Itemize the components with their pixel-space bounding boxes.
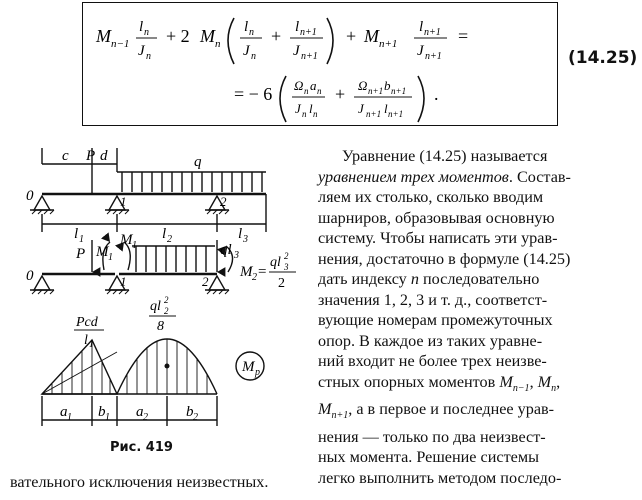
eq-f4-den: J (417, 43, 424, 59)
text-line-6: нения, достаточно в формуле (14.25) (318, 249, 571, 268)
text-M-prev-sub: n−1 (512, 382, 530, 394)
label-M2-num-sup: 2 (284, 251, 289, 261)
figure-caption: Рис. 419 (110, 440, 173, 455)
text-n-index: n (410, 270, 419, 288)
text-line-5: систему. Чтобы написать эти урав- (318, 229, 558, 247)
label-l2-sub: 2 (167, 234, 172, 245)
eq-f2-num: l (244, 19, 249, 35)
label-d: d (100, 148, 108, 164)
label-a2: a (136, 404, 144, 420)
label-M2-den: 2 (278, 276, 285, 291)
text-line-13 (318, 399, 640, 427)
eq-g1-den-sub: n (302, 109, 307, 119)
eq-f1-num-sub: n (144, 27, 149, 38)
label-P-mid: P (76, 246, 86, 262)
label-1-mid: 1 (120, 274, 127, 289)
eq-paren-left (228, 18, 234, 64)
eq-f2-den-sub: n (251, 51, 256, 62)
eq-paren-right (327, 18, 333, 64)
label-a2-sub: 2 (143, 412, 148, 423)
label-2-mid: 2 (202, 274, 209, 289)
body-text (318, 146, 640, 488)
text-line-11: ний входит не более трех неизве- (318, 352, 547, 370)
text-line-1: Уравнение (14.25) называется (342, 147, 548, 165)
label-l2: l (162, 226, 167, 242)
eq-M-next-sub: n+1 (379, 38, 398, 50)
eq-g2-num: Ω (358, 78, 368, 93)
eq-g2-num-b-sub: n+1 (391, 86, 407, 96)
eq2-paren-left (280, 76, 286, 122)
label-0-mid: 0 (26, 268, 34, 284)
beam-figure (4, 144, 309, 474)
eq-g2-num-b: b (384, 78, 391, 93)
moment-triangle-diag (42, 352, 117, 394)
q-load-arrows-mid (136, 246, 206, 272)
body-text-tail: вательного исключения неизвестных. (10, 473, 269, 491)
label-M1-right: M (120, 232, 133, 248)
equation-svg (82, 2, 558, 126)
text-line-9: вующие номерам промежуточных (318, 311, 553, 329)
label-M2-num-sub: 3 (284, 262, 289, 272)
text-line-15: ных момента. Решение системы (318, 448, 539, 467)
label-Mp: M (242, 359, 255, 375)
eq-g1-den: J (295, 101, 301, 116)
eq-f3-den-sub: n+1 (301, 51, 318, 62)
label-M1-left-sub: 1 (108, 252, 113, 263)
eq2-paren-right (418, 76, 424, 122)
eq-M-n: M (200, 26, 215, 46)
label-2-top: 2 (220, 194, 227, 209)
label-pcd-den: l (84, 333, 88, 348)
text-italic-phrase: уравнением трех моментов (318, 167, 509, 186)
label-M1-right-sub: 1 (132, 240, 137, 251)
text-line-2: уравнением трех моментов. Состав- (318, 167, 571, 186)
eq-M-prev-sub: n−1 (111, 38, 130, 50)
eq-equals: = (458, 26, 469, 46)
eq-f4-num: l (419, 19, 424, 35)
support-2-mid (209, 276, 225, 290)
label-P-top: P (86, 148, 96, 164)
label-a1: a (60, 404, 68, 420)
eq-f3-den: J (293, 43, 300, 59)
support-0-mid (34, 276, 50, 290)
eq-f1-num: l (139, 19, 144, 35)
label-pcd-den-sub: 1 (89, 339, 94, 349)
label-a1-sub: 1 (67, 412, 72, 423)
text-M-next: M (318, 400, 332, 419)
eq-minus-6: = − 6 (234, 84, 273, 104)
eq-M-prev: M (96, 26, 111, 46)
text-line-4: шарниров, образовывая основную (318, 208, 555, 227)
label-b2-sub: 2 (193, 412, 198, 423)
support-0-top (34, 196, 50, 210)
eq-plus-inner: + (271, 26, 282, 46)
eq-plus-2b: + (346, 26, 357, 46)
eq-f4-den-sub: n+1 (425, 51, 442, 62)
q-load-arrows-top (122, 172, 262, 192)
eq-g1-den-b-sub: n (313, 109, 318, 119)
equation-number: (14.25) (568, 48, 638, 68)
moment-triangle (42, 340, 117, 394)
label-0-top: 0 (26, 188, 34, 204)
label-M2-num: ql (270, 255, 281, 270)
eq-g1-den-b: l (309, 101, 313, 116)
label-l3: l (238, 226, 243, 242)
text-M-n: M (537, 372, 552, 391)
eq-g2-den-b-sub: n+1 (388, 109, 404, 119)
label-b2: b (186, 404, 194, 420)
label-b1-sub: 1 (105, 412, 110, 423)
eq-f3-num-sub: n+1 (300, 27, 317, 38)
parabola-centroid-dot (165, 364, 170, 369)
label-M2-eq: = (258, 264, 267, 280)
eq-g1-num-b: a (310, 78, 317, 93)
label-c: c (62, 148, 69, 164)
label-M2: M (240, 264, 253, 280)
label-b1: b (98, 404, 106, 420)
eq-M-next: M (364, 26, 379, 46)
eq-g2-den-sub: n+1 (366, 109, 382, 119)
support-hatching-top (32, 210, 229, 214)
text-line-16: легко выполнить методом последо- (318, 468, 562, 487)
text-line-3: ляем их столько, сколько вводим (318, 188, 544, 206)
label-ql3: ql (220, 242, 232, 258)
eq-g2-num-sub: n+1 (368, 86, 384, 96)
text-line-8: значения 1, 2, 3 и т. д., соответст- (318, 290, 548, 309)
label-pcd-num: Pcd (76, 315, 98, 330)
label-1-top: 1 (120, 194, 127, 209)
eq2-period: . (434, 84, 439, 104)
text-line-10: опор. В каждое из таких уравне- (318, 331, 543, 350)
text-line-14: нения — только по два неизвест- (318, 427, 546, 446)
eq-plus-2: + 2 (166, 26, 190, 46)
eq-M-n-sub: n (215, 38, 221, 50)
eq-g1-num-sub: n (304, 86, 309, 96)
eq-g1-num: Ω (294, 78, 304, 93)
label-Mp-sub: p (255, 367, 260, 378)
label-ql2-num-sup: 2 (164, 295, 169, 305)
label-l1: l (74, 226, 79, 242)
eq-f3-num: l (295, 19, 300, 35)
text-M-next-sub: n+1 (331, 410, 349, 422)
label-ql2-num-sub: 2 (164, 306, 169, 316)
label-l1-sub: 1 (79, 234, 84, 245)
label-M1-left: M (96, 244, 109, 260)
eq-f4-num-sub: n+1 (424, 27, 441, 38)
eq2-plus: + (335, 84, 346, 104)
eq-g1-num-b-sub: n (317, 86, 322, 96)
eq-f1-den: J (138, 43, 145, 59)
label-l3-sub: 3 (243, 234, 248, 245)
text-line-12: стных опорных моментов $M_{n-1}$, $M_n$, (318, 372, 561, 394)
eq-f2-den: J (243, 43, 250, 59)
eq-f1-den-sub: n (146, 51, 151, 62)
text-M-n-sub: n (551, 382, 557, 394)
eq-g2-den-b: l (384, 101, 388, 116)
text-line-7: дать индексу n последовательно (318, 270, 540, 288)
text-line-13-rest: , а в первое и последнее урав- (348, 400, 555, 419)
eq-g2-den: J (358, 101, 364, 116)
label-ql2-num: ql (150, 299, 161, 314)
support-hatching-mid (32, 290, 229, 294)
label-ql2-den: 8 (157, 319, 164, 334)
text-M-prev: M (499, 372, 513, 391)
eq-f2-num-sub: n (249, 27, 254, 38)
label-q: q (194, 154, 202, 170)
moment-hatching (52, 339, 207, 394)
label-M2-sub: 2 (252, 272, 257, 283)
label-ql3-sub: 3 (234, 250, 239, 261)
